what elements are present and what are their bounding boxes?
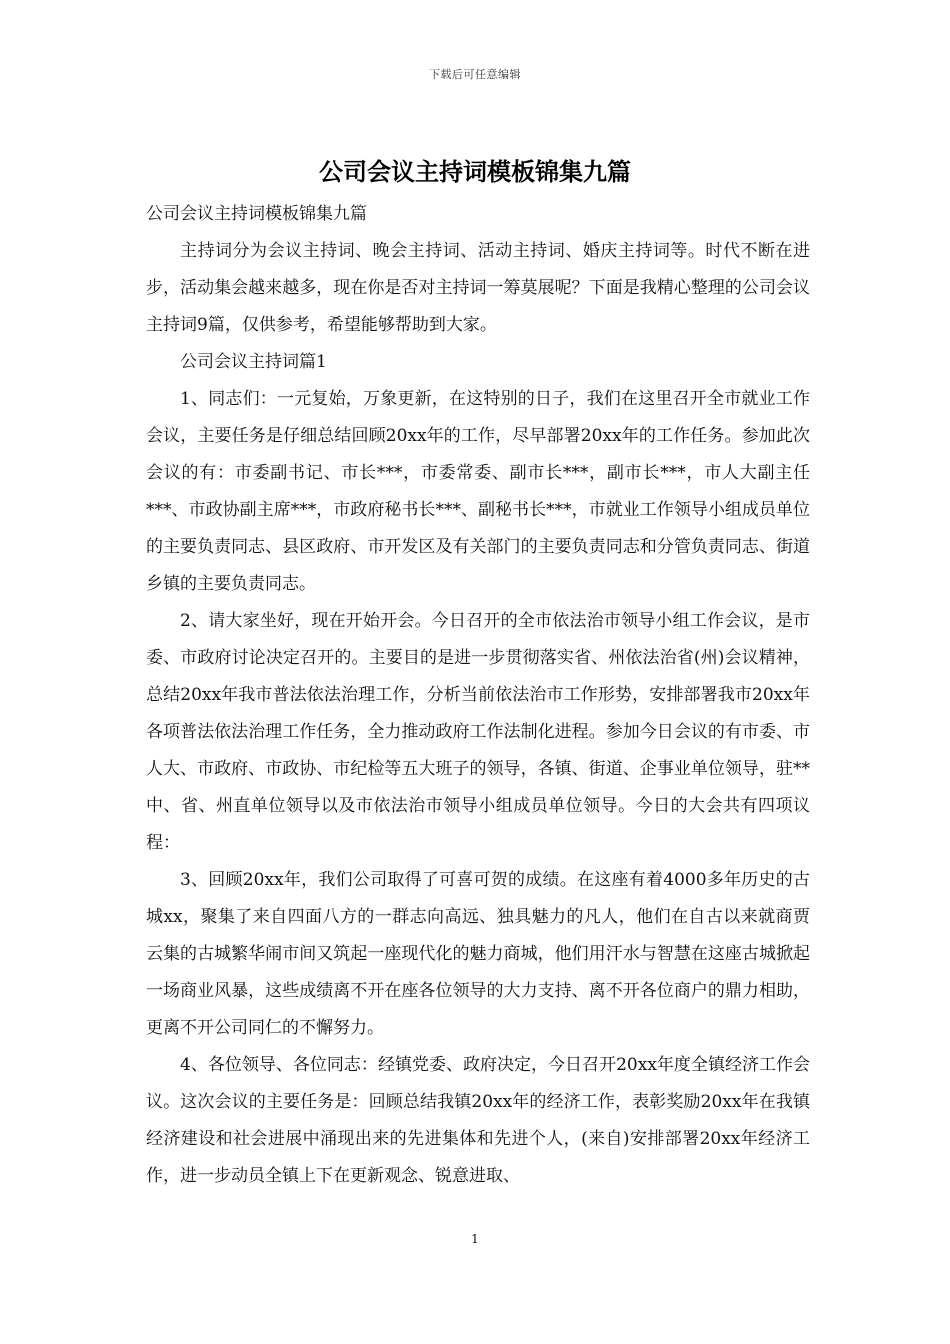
- intro-paragraph: 主持词分为会议主持词、晚会主持词、活动主持词、婚庆主持词等。时代不断在进步，活动集会越来越多，现在你是否对主持词一筹莫展呢？下面是我精心整理的公司会议主持词9篇，仅供参考，希望能够帮助到大家。: [146, 241, 810, 335]
- paragraph-3: 3、回顾20xx年，我们公司取得了可喜可贺的成绩。在这座有着4000多年历史的古城xx，聚集了来自四面八方的一群志向高远、独具魅力的凡人，他们在自古以来就商贾云集的古城繁华闹市间又筑起一座现代化的魅力商城，他们用汗水与智慧在这座古城掀起一场商业风暴，这些成绩离不开在座各位领导的大力支持、离不开各位商户的鼎力相助，更离不开公司同仁的不懈努力。: [146, 870, 810, 1038]
- paragraph-4: 4、各位领导、各位同志：经镇党委、政府决定，今日召开20xx年度全镇经济工作会议。这次会议的主要任务是：回顾总结我镇20xx年的经济工作，表彰奖励20xx年在我镇经济建设和社会进展中涌现出来的先进集体和先进个人，(来自)安排部署20xx年经济工作，进一步动员全镇上下在更新观念、锐意进取、: [146, 1055, 810, 1186]
- document-subtitle: 公司会议主持词模板锦集九篇: [146, 204, 367, 224]
- document-title: 公司会议主持词模板锦集九篇: [319, 157, 631, 186]
- document-body: [146, 196, 810, 1195]
- page-number: 1: [471, 1232, 479, 1246]
- paragraph-2: 2、请大家坐好，现在开始开会。今日召开的全市依法治市领导小组工作会议，是市委、市政府讨论决定召开的。主要目的是进一步贯彻落实省、州依法治省(州)会议精神，总结20xx年我市普法依法治理工作，分析当前依法治市工作形势，安排部署我市20xx年各项普法依法治理工作任务，全力推动政府工作法制化进程。参加今日会议的有市委、市人大、市政府、市政协、市纪检等五大班子的领导，各镇、街道、企事业单位领导，驻**中、省、州直单位领导以及市依法治市领导小组成员单位领导。今日的大会共有四项议程：: [146, 611, 810, 853]
- paragraph-1: 1、同志们：一元复始，万象更新，在这特别的日子，我们在这里召开全市就业工作会议，主要任务是仔细总结回顾20xx年的工作，尽早部署20xx年的工作任务。参加此次会议的有：市委副书记、市长***，市委常委、副市长***，副市长***，市人大副主任***、市政协副主席***，市政府秘书长***、副秘书长***，市就业工作领导小组成员单位的主要负责同志、县区政府、市开发区及有关部门的主要负责同志和分管负责同志、街道乡镇的主要负责同志。: [146, 389, 810, 594]
- page-header-note: 下载后可任意编辑: [429, 68, 521, 81]
- section-heading: 公司会议主持词篇1: [180, 352, 327, 372]
